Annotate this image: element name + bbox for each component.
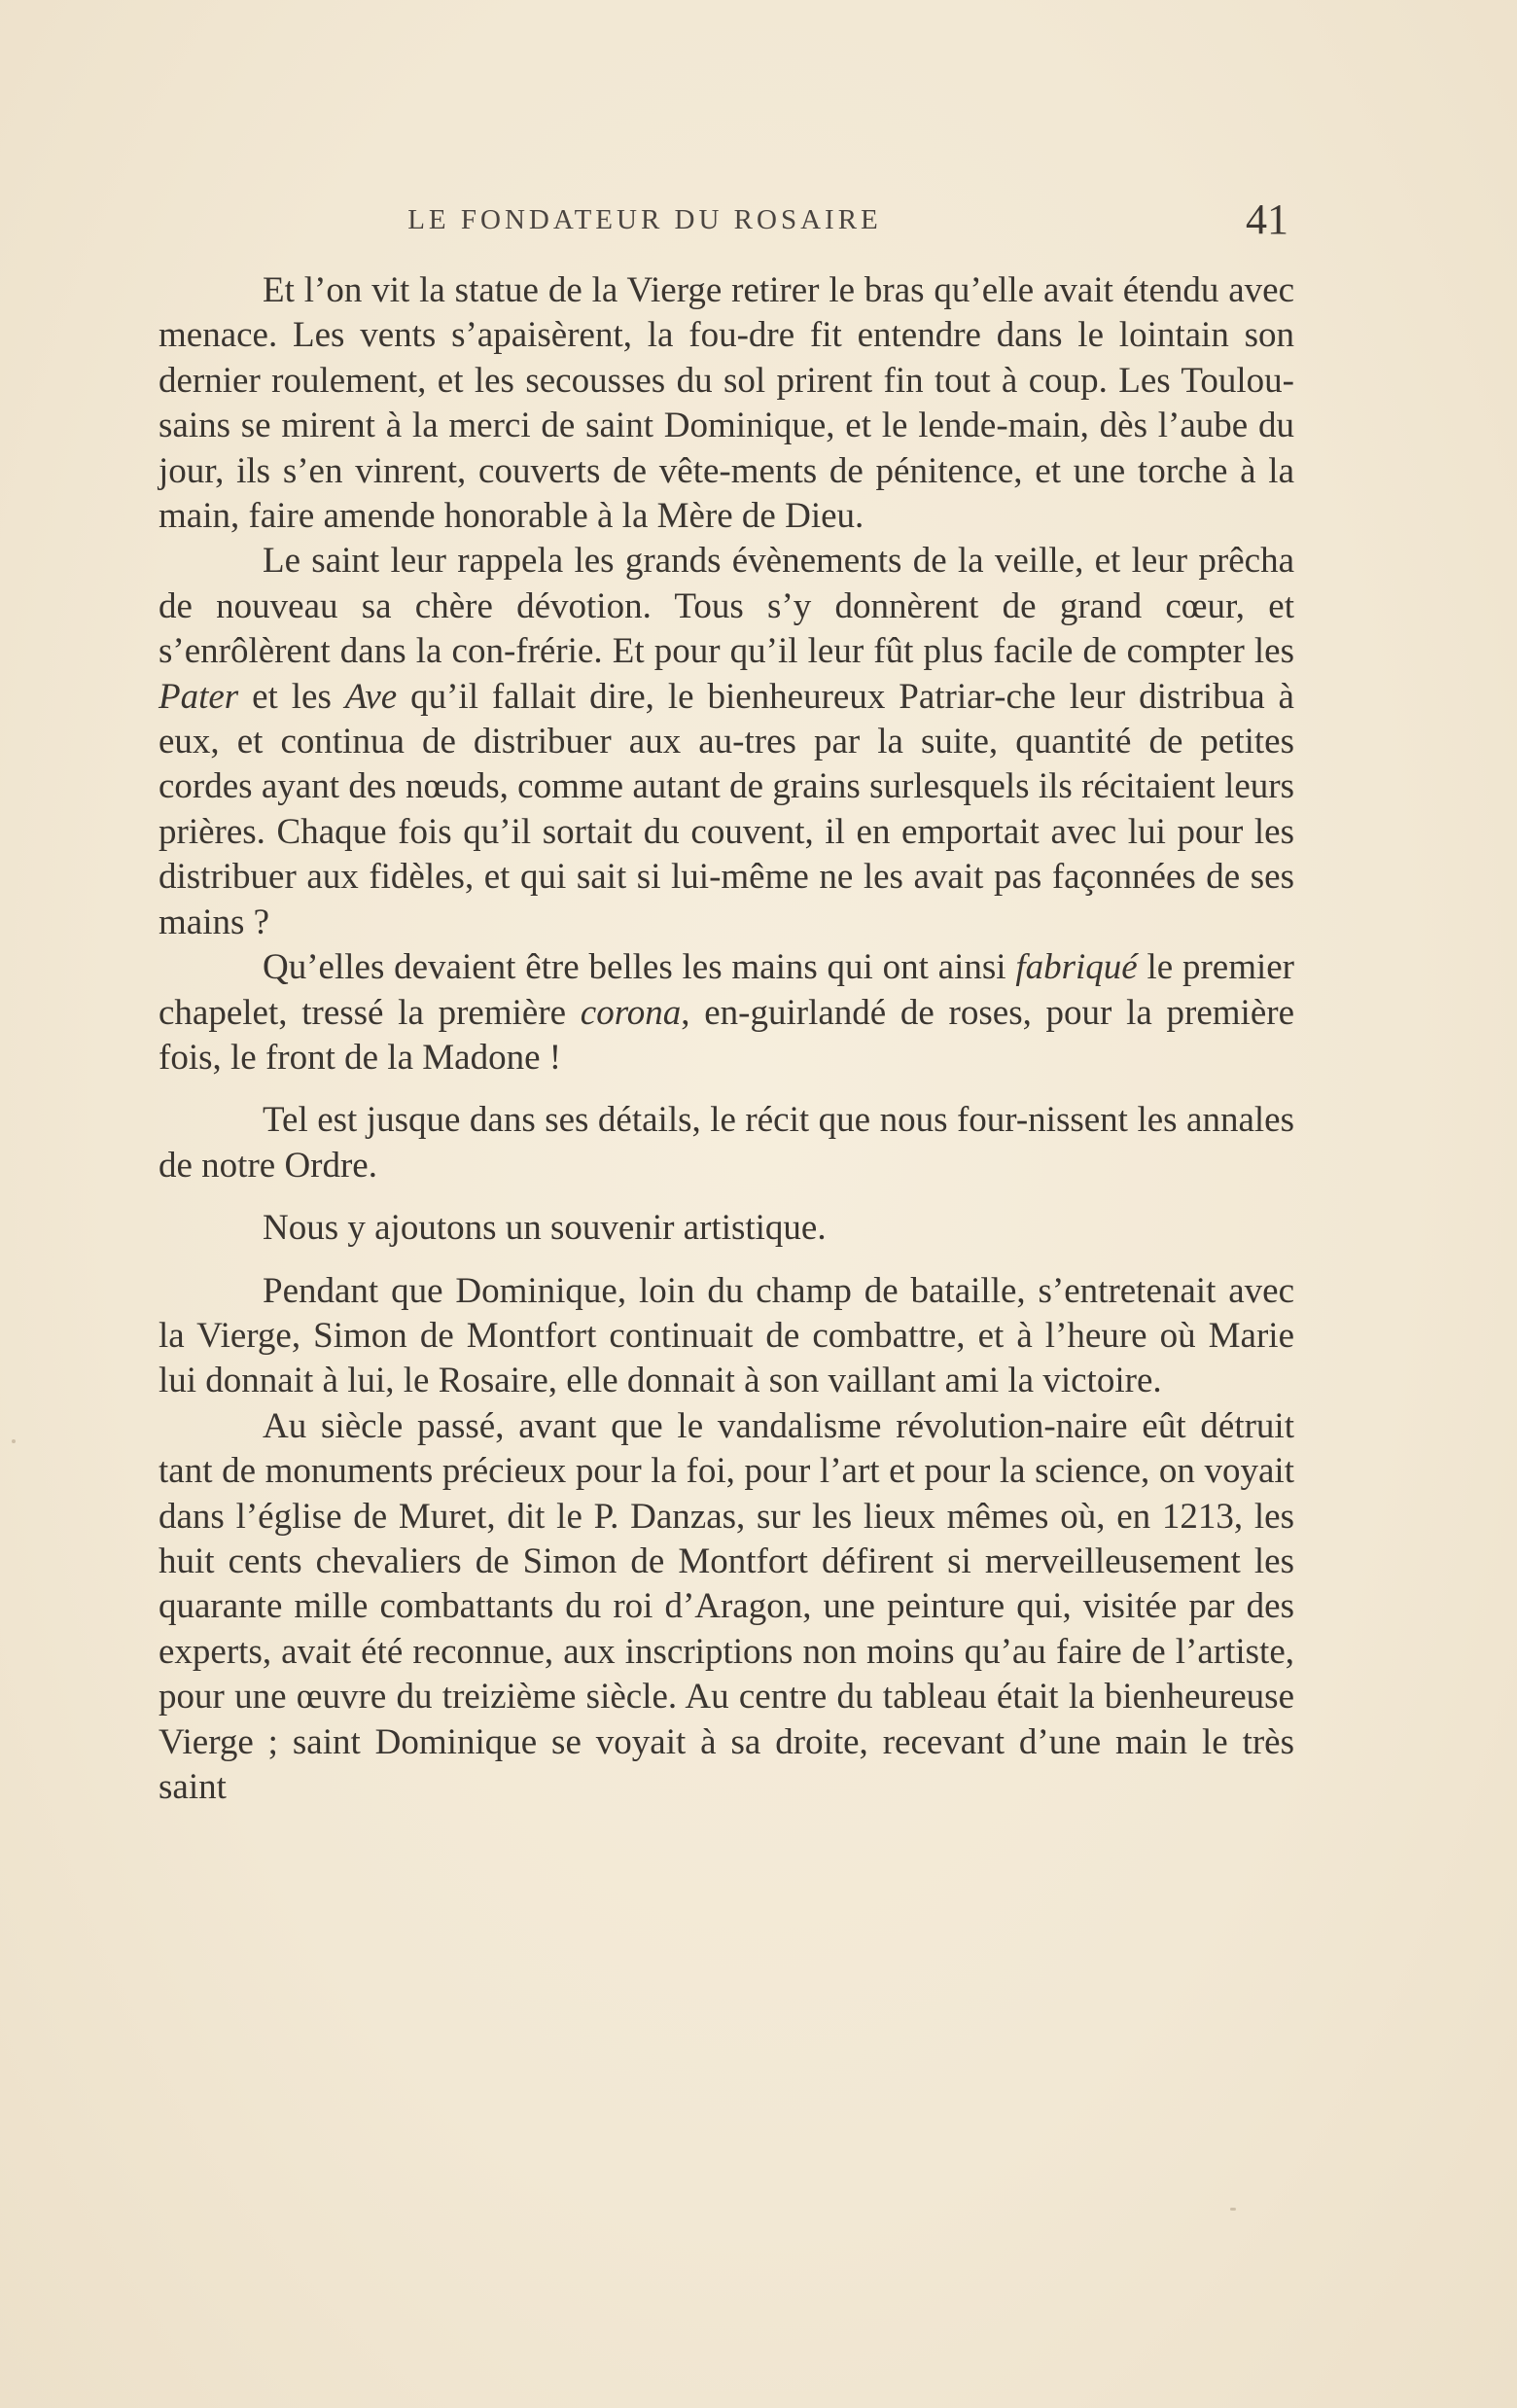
italic-pater: Pater — [159, 676, 239, 717]
paragraph-2-text-a: Le saint leur rappela les grands évènements de la veille, et leur prêcha de nouveau sa chère dévotion. Tous s’y donnèrent de grand cœur, et s’enrôlèrent dans la con-frérie. Et pour qu’il leur fût plus facile de compter les — [159, 541, 1294, 672]
paragraph-2-text-c: et les — [238, 676, 345, 717]
paragraph-7: Au siècle passé, avant que le vandalisme révolution-naire eût détruit tant de monuments précieux pour la foi, pour l’art et pour la science, on voyait dans l’église de Muret, dit le P. Danzas, sur les lieux mêmes où, en 1213, les huit cents chevaliers de Simon de Montfort défirent si merveilleusement les quarante mille combattants du roi d’Aragon, une peinture qui, visitée par des experts, avait été reconnue, aux inscriptions non moins qu’au faire de l’artiste, pour une œuvre du treizième siècle. Au centre du tableau était la bienheureuse Vierge ; saint Dominique se voyait à sa droite, recevant d’une main le très saint — [159, 1405, 1294, 1807]
italic-fabrique: fabriqué — [1015, 947, 1138, 988]
paragraph-2-text-e: qu’il fallait dire, le bienheureux Patriar-che leur distribua à eux, et continua de distribuer aux au-tres par la suite, quantité de petites cordes ayant des nœuds, comme autant de grains surlesquels ils récitaient leurs prières. Chaque fois qu’il sortait du couvent, il en emportait avec lui pour les distribuer aux fidèles, et qui sait si lui-même ne les avait pas façonnées de ses mains ? — [159, 676, 1294, 942]
body-text — [159, 268, 1294, 1810]
page-number: 41 — [1246, 195, 1288, 243]
italic-corona: corona — [580, 992, 682, 1033]
running-title: LE FONDATEUR DU ROSAIRE — [407, 204, 882, 235]
paragraph-2 — [159, 539, 1294, 945]
paragraph-5: Nous y ajoutons un souvenir artistique. — [263, 1208, 827, 1249]
paragraph-3-text-e: , en-guirlandé de roses, pour la première fois, le front de la Madone ! — [159, 992, 1294, 1078]
paragraph-6: Pendant que Dominique, loin du champ de bataille, s’entretenait avec la Vierge, Simon de Montfort continuait de combattre, et à l’heure où Marie lui donnait à lui, le Rosaire, elle donnait à son vaillant ami la victoire. — [159, 1270, 1294, 1401]
book-page — [159, 195, 1294, 1810]
paper-speck — [1230, 2208, 1236, 2211]
paragraph-1: Et l’on vit la statue de la Vierge retirer le bras qu’elle avait étendu avec menace. Les vents s’apaisèrent, la fou-dre fit entendre dans le lointain son dernier roulement, et les secousses du sol prirent fin tout à coup. Les Toulou-sains se mirent à la merci de saint Dominique, et le lende-main, dès l’aube du jour, ils s’en vinrent, couverts de vête-ments de pénitence, et une torche à la main, faire amende honorable à la Mère de Dieu. — [159, 270, 1294, 537]
italic-ave: Ave — [344, 676, 398, 717]
paragraph-3 — [159, 945, 1294, 1080]
paper-speck — [12, 1439, 16, 1443]
paragraph-4: Tel est jusque dans ses détails, le récit que nous four-nissent les annales de notre Ordre. — [159, 1100, 1294, 1186]
running-head — [159, 195, 1294, 249]
paragraph-3-text-a: Qu’elles devaient être belles les mains qui ont ainsi — [263, 947, 1016, 988]
paragraph-3-text-c: le premier chapelet, tressé la première — [159, 947, 1295, 1033]
